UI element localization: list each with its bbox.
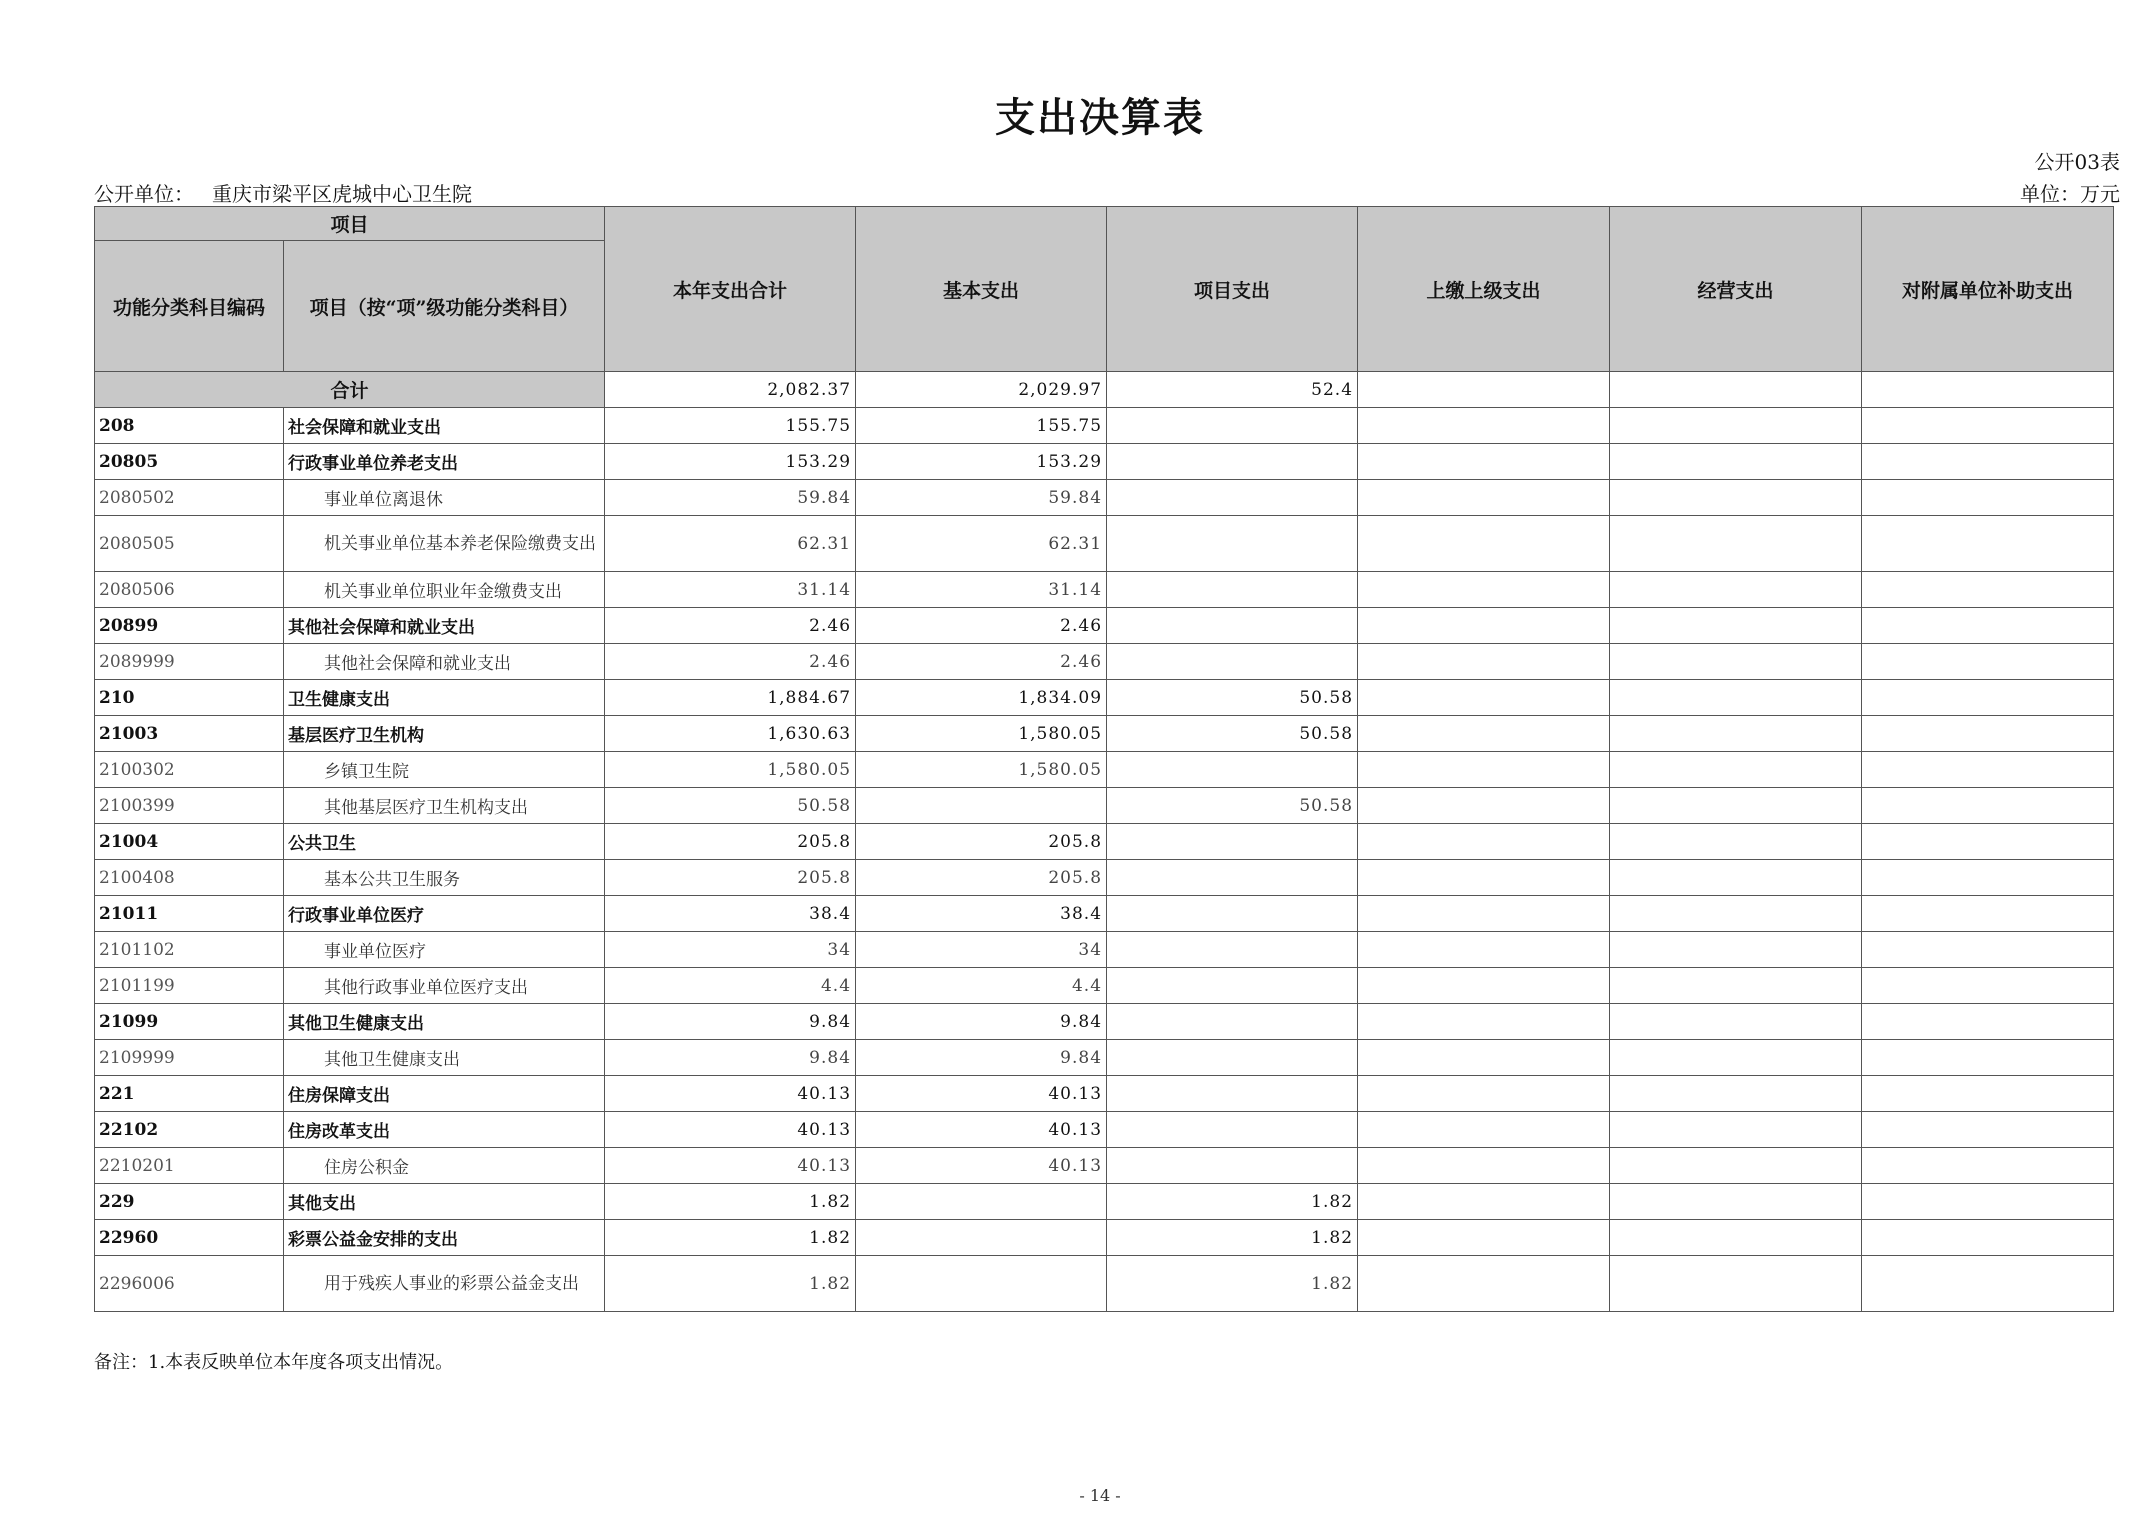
row-total: 1,580.05 [605, 752, 856, 788]
row-project [1107, 444, 1358, 480]
row-subsidiary [1862, 1040, 2114, 1076]
row-business [1610, 716, 1862, 752]
row-code: 221 [95, 1076, 284, 1112]
header-project-group: 项目 [95, 207, 605, 241]
row-subsidiary [1862, 932, 2114, 968]
row-total: 2.46 [605, 644, 856, 680]
row-basic: 31.14 [856, 572, 1107, 608]
row-business [1610, 644, 1862, 680]
row-project [1107, 1112, 1358, 1148]
row-subsidiary [1862, 572, 2114, 608]
row-name: 乡镇卫生院 [284, 752, 605, 788]
row-subsidiary [1862, 516, 2114, 572]
row-subsidiary [1862, 1112, 2114, 1148]
row-total: 34 [605, 932, 856, 968]
row-total: 1.82 [605, 1256, 856, 1312]
row-business [1610, 788, 1862, 824]
total-total: 2,082.37 [605, 372, 856, 408]
total-business [1610, 372, 1862, 408]
row-name: 其他社会保障和就业支出 [284, 644, 605, 680]
row-subsidiary [1862, 1148, 2114, 1184]
row-name: 行政事业单位医疗 [284, 896, 605, 932]
row-code: 2100302 [95, 752, 284, 788]
row-name: 其他基层医疗卫生机构支出 [284, 788, 605, 824]
row-basic: 205.8 [856, 860, 1107, 896]
row-basic: 9.84 [856, 1040, 1107, 1076]
row-upper [1358, 1040, 1610, 1076]
table-row [95, 1076, 2114, 1112]
row-upper [1358, 444, 1610, 480]
row-upper [1358, 1112, 1610, 1148]
row-code: 20899 [95, 608, 284, 644]
row-basic: 2.46 [856, 608, 1107, 644]
row-basic: 1,580.05 [856, 752, 1107, 788]
row-total: 205.8 [605, 860, 856, 896]
row-business [1610, 680, 1862, 716]
row-project [1107, 480, 1358, 516]
row-project: 50.58 [1107, 716, 1358, 752]
row-upper [1358, 932, 1610, 968]
row-basic: 1,580.05 [856, 716, 1107, 752]
row-total: 205.8 [605, 824, 856, 860]
table-row [95, 1256, 2114, 1312]
row-basic: 40.13 [856, 1112, 1107, 1148]
footnote: 备注：1.本表反映单位本年度各项支出情况。 [94, 1352, 454, 1373]
table-row [95, 788, 2114, 824]
row-subsidiary [1862, 896, 2114, 932]
table-row [95, 408, 2114, 444]
row-upper [1358, 1256, 1610, 1312]
row-code: 210 [95, 680, 284, 716]
row-total: 40.13 [605, 1112, 856, 1148]
row-total: 62.31 [605, 516, 856, 572]
table-row [95, 824, 2114, 860]
row-business [1610, 480, 1862, 516]
row-upper [1358, 1004, 1610, 1040]
row-business [1610, 608, 1862, 644]
row-upper [1358, 516, 1610, 572]
row-project [1107, 824, 1358, 860]
row-basic: 40.13 [856, 1076, 1107, 1112]
row-total: 1,884.67 [605, 680, 856, 716]
row-name: 基本公共卫生服务 [284, 860, 605, 896]
row-subsidiary [1862, 644, 2114, 680]
row-code: 208 [95, 408, 284, 444]
row-total: 2.46 [605, 608, 856, 644]
row-project [1107, 1004, 1358, 1040]
row-code: 21003 [95, 716, 284, 752]
total-subsidiary [1862, 372, 2114, 408]
table-row [95, 680, 2114, 716]
row-business [1610, 1076, 1862, 1112]
row-subsidiary [1862, 1220, 2114, 1256]
row-name: 彩票公益金安排的支出 [284, 1220, 605, 1256]
row-project [1107, 896, 1358, 932]
row-basic: 38.4 [856, 896, 1107, 932]
row-name: 其他社会保障和就业支出 [284, 608, 605, 644]
row-basic [856, 788, 1107, 824]
row-project [1107, 932, 1358, 968]
currency-unit: 单位：万元 [2020, 182, 2120, 206]
row-upper [1358, 1184, 1610, 1220]
row-total: 1,630.63 [605, 716, 856, 752]
table-row [95, 1004, 2114, 1040]
row-name: 其他行政事业单位医疗支出 [284, 968, 605, 1004]
row-subsidiary [1862, 1076, 2114, 1112]
row-subsidiary [1862, 860, 2114, 896]
reporting-unit-label: 公开单位： [94, 182, 194, 206]
row-upper [1358, 968, 1610, 1004]
row-basic: 1,834.09 [856, 680, 1107, 716]
row-basic [856, 1256, 1107, 1312]
table-row [95, 1220, 2114, 1256]
row-name: 用于残疾人事业的彩票公益金支出 [284, 1256, 605, 1312]
header-business: 经营支出 [1610, 207, 1862, 372]
row-business [1610, 1256, 1862, 1312]
row-total: 153.29 [605, 444, 856, 480]
row-business [1610, 1220, 1862, 1256]
row-business [1610, 408, 1862, 444]
row-basic: 40.13 [856, 1148, 1107, 1184]
row-code: 22102 [95, 1112, 284, 1148]
row-subsidiary [1862, 968, 2114, 1004]
row-subsidiary [1862, 1184, 2114, 1220]
row-upper [1358, 480, 1610, 516]
row-project: 1.82 [1107, 1256, 1358, 1312]
row-name: 基层医疗卫生机构 [284, 716, 605, 752]
table-row [95, 480, 2114, 516]
row-business [1610, 896, 1862, 932]
row-code: 2100408 [95, 860, 284, 896]
row-subsidiary [1862, 716, 2114, 752]
row-code: 2089999 [95, 644, 284, 680]
row-subsidiary [1862, 608, 2114, 644]
table-row [95, 572, 2114, 608]
total-project: 52.4 [1107, 372, 1358, 408]
row-subsidiary [1862, 408, 2114, 444]
row-project [1107, 1148, 1358, 1184]
total-label: 合计 [95, 372, 605, 408]
header-name: 项目（按“项”级功能分类科目） [284, 241, 605, 372]
row-name: 事业单位离退休 [284, 480, 605, 516]
row-code: 2100399 [95, 788, 284, 824]
row-upper [1358, 608, 1610, 644]
table-row [95, 644, 2114, 680]
row-upper [1358, 716, 1610, 752]
row-name: 事业单位医疗 [284, 932, 605, 968]
row-code: 22960 [95, 1220, 284, 1256]
table-row [95, 968, 2114, 1004]
row-upper [1358, 1220, 1610, 1256]
row-business [1610, 1148, 1862, 1184]
row-business [1610, 968, 1862, 1004]
table-row [95, 860, 2114, 896]
row-basic: 205.8 [856, 824, 1107, 860]
header-basic: 基本支出 [856, 207, 1107, 372]
row-project: 1.82 [1107, 1220, 1358, 1256]
row-basic: 155.75 [856, 408, 1107, 444]
row-upper [1358, 824, 1610, 860]
row-project [1107, 752, 1358, 788]
row-subsidiary [1862, 1004, 2114, 1040]
row-project [1107, 608, 1358, 644]
row-code: 21004 [95, 824, 284, 860]
row-basic [856, 1220, 1107, 1256]
row-project [1107, 860, 1358, 896]
row-code: 21011 [95, 896, 284, 932]
row-project [1107, 408, 1358, 444]
row-subsidiary [1862, 680, 2114, 716]
row-total: 1.82 [605, 1220, 856, 1256]
header-total: 本年支出合计 [605, 207, 856, 372]
table-row [95, 932, 2114, 968]
row-basic: 153.29 [856, 444, 1107, 480]
row-upper [1358, 408, 1610, 444]
row-name: 住房改革支出 [284, 1112, 605, 1148]
row-total: 1.82 [605, 1184, 856, 1220]
total-basic: 2,029.97 [856, 372, 1107, 408]
table-row [95, 752, 2114, 788]
table-row [95, 1184, 2114, 1220]
table-row [95, 516, 2114, 572]
row-code: 20805 [95, 444, 284, 480]
row-name: 其他卫生健康支出 [284, 1040, 605, 1076]
table-body [95, 372, 2114, 1312]
row-upper [1358, 1148, 1610, 1184]
row-name: 其他支出 [284, 1184, 605, 1220]
row-name: 住房公积金 [284, 1148, 605, 1184]
header-subsidiary: 对附属单位补助支出 [1862, 207, 2114, 372]
row-business [1610, 860, 1862, 896]
row-upper [1358, 788, 1610, 824]
row-subsidiary [1862, 788, 2114, 824]
row-name: 公共卫生 [284, 824, 605, 860]
row-project [1107, 1040, 1358, 1076]
page-title: 支出决算表 [995, 94, 1205, 141]
row-project [1107, 516, 1358, 572]
row-project: 50.58 [1107, 788, 1358, 824]
row-basic: 4.4 [856, 968, 1107, 1004]
row-basic: 59.84 [856, 480, 1107, 516]
expenditure-table [94, 206, 2114, 1312]
row-basic: 9.84 [856, 1004, 1107, 1040]
row-upper [1358, 752, 1610, 788]
table-number: 公开03表 [2034, 150, 2120, 174]
row-upper [1358, 644, 1610, 680]
row-code: 2101199 [95, 968, 284, 1004]
row-project [1107, 572, 1358, 608]
row-code: 2101102 [95, 932, 284, 968]
row-total: 4.4 [605, 968, 856, 1004]
table-row [95, 444, 2114, 480]
row-business [1610, 1184, 1862, 1220]
row-total: 59.84 [605, 480, 856, 516]
row-total: 40.13 [605, 1148, 856, 1184]
row-code: 21099 [95, 1004, 284, 1040]
page-number: - 14 - [1079, 1486, 1121, 1505]
header-project: 项目支出 [1107, 207, 1358, 372]
reporting-unit-name: 重庆市梁平区虎城中心卫生院 [212, 182, 472, 206]
row-code: 2109999 [95, 1040, 284, 1076]
row-business [1610, 932, 1862, 968]
row-name: 卫生健康支出 [284, 680, 605, 716]
row-name: 社会保障和就业支出 [284, 408, 605, 444]
row-project: 1.82 [1107, 1184, 1358, 1220]
row-business [1610, 444, 1862, 480]
row-subsidiary [1862, 444, 2114, 480]
table-row [95, 716, 2114, 752]
row-basic: 2.46 [856, 644, 1107, 680]
row-name: 行政事业单位养老支出 [284, 444, 605, 480]
row-code: 2080505 [95, 516, 284, 572]
total-upper [1358, 372, 1610, 408]
row-business [1610, 516, 1862, 572]
row-code: 2080502 [95, 480, 284, 516]
row-basic [856, 1184, 1107, 1220]
row-business [1610, 824, 1862, 860]
row-total: 9.84 [605, 1004, 856, 1040]
row-total: 40.13 [605, 1076, 856, 1112]
row-upper [1358, 680, 1610, 716]
row-total: 50.58 [605, 788, 856, 824]
row-total: 155.75 [605, 408, 856, 444]
row-business [1610, 1040, 1862, 1076]
row-name: 机关事业单位职业年金缴费支出 [284, 572, 605, 608]
row-code: 229 [95, 1184, 284, 1220]
row-upper [1358, 896, 1610, 932]
table-row [95, 608, 2114, 644]
table-row [95, 1040, 2114, 1076]
row-total: 38.4 [605, 896, 856, 932]
row-basic: 62.31 [856, 516, 1107, 572]
header-upper: 上缴上级支出 [1358, 207, 1610, 372]
row-business [1610, 1112, 1862, 1148]
row-business [1610, 752, 1862, 788]
table-row [95, 1148, 2114, 1184]
reporting-unit [94, 178, 472, 207]
header-code: 功能分类科目编码 [95, 241, 284, 372]
row-code: 2296006 [95, 1256, 284, 1312]
row-name: 住房保障支出 [284, 1076, 605, 1112]
row-total: 9.84 [605, 1040, 856, 1076]
row-subsidiary [1862, 824, 2114, 860]
row-project [1107, 968, 1358, 1004]
row-project [1107, 1076, 1358, 1112]
row-subsidiary [1862, 752, 2114, 788]
row-upper [1358, 860, 1610, 896]
row-basic: 34 [856, 932, 1107, 968]
table-row [95, 896, 2114, 932]
row-project: 50.58 [1107, 680, 1358, 716]
row-subsidiary [1862, 480, 2114, 516]
row-project [1107, 644, 1358, 680]
row-business [1610, 1004, 1862, 1040]
row-subsidiary [1862, 1256, 2114, 1312]
row-upper [1358, 572, 1610, 608]
row-name: 机关事业单位基本养老保险缴费支出 [284, 516, 605, 572]
row-code: 2080506 [95, 572, 284, 608]
row-name: 其他卫生健康支出 [284, 1004, 605, 1040]
total-row [95, 372, 2114, 408]
row-code: 2210201 [95, 1148, 284, 1184]
table-row [95, 1112, 2114, 1148]
row-total: 31.14 [605, 572, 856, 608]
row-upper [1358, 1076, 1610, 1112]
row-business [1610, 572, 1862, 608]
